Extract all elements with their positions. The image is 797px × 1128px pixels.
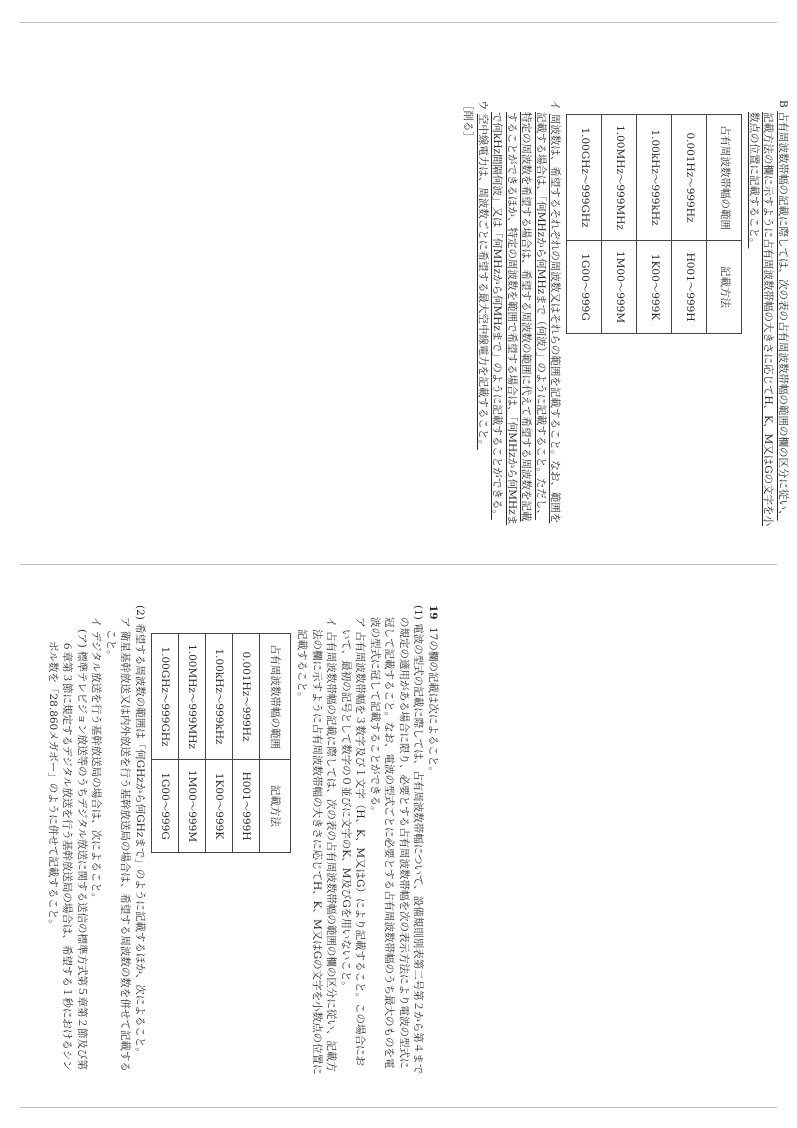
item-1-text: 電波の型式の記載に際しては、占有周波数帯幅について、設備規則別表第二号第２から第４までの規定の適用がある場合に限り、必要とする占有周波数帯幅を次の表示方法により電波の型式に冠して記載すること。なお、電波の型式ごとに必要とする占有周波数帯幅のうち最大のものを電波の型式に冠して記載することができる。 (369, 617, 425, 1075)
item-a-marker: ア (354, 617, 367, 628)
item-u-paragraph (476, 100, 491, 530)
table-cell: 1.00MHz～999MHz (179, 634, 206, 760)
bottom-rule (20, 1107, 777, 1108)
section-heading (426, 605, 441, 1075)
occupied-bandwidth-table-lower (151, 633, 291, 853)
table-cell: 0.001Hz～999Hz (672, 115, 707, 241)
item-a-text: 占有周波数帯幅を３数字及び１文字（H、K、M又はG）により記載すること。この場合において、最初の記号として数字の０並びに文字のK、M及びGを用いないこと。 (340, 629, 367, 1066)
table-cell: 1.00kHz～999kHz (206, 634, 233, 760)
item-b-marker: B (777, 100, 789, 108)
table-header-row (707, 115, 742, 334)
item-e-marker: (ア) (76, 629, 88, 648)
item-1-paragraph (368, 605, 426, 1075)
table-row (637, 115, 672, 334)
item-e-text: 標準テレビジョン放送等のうちデジタル放送に関する送信の標準方式第５章第２節及び第６章第３節に規定するデジタル放送を行う基幹放送局の場合は、希望する１秒におけるシンボル数を「28.860メガボー」のように併せて記載すること。 (47, 641, 88, 1071)
item-1-marker: (1) (412, 605, 425, 620)
table-header-method: 記載方法 (707, 241, 742, 334)
item-u-text: 空中線電力は、周波数ごとに希望する最大空中線電力を記載すること。 (477, 113, 489, 450)
item-i-marker: イ (549, 100, 562, 111)
item-d-text: デジタル放送を行う基幹放送局の場合は、次によること。 (90, 630, 103, 904)
item-2-marker: (2) (134, 605, 146, 620)
top-rule (20, 22, 777, 23)
table-cell: 1M00～999M (179, 760, 206, 853)
table-cell: 0.001Hz～999Hz (233, 634, 260, 760)
table-header-range: 占有周波数帯幅の範囲 (260, 634, 291, 760)
item-i-paragraph (490, 100, 563, 530)
item-b-paragraph (295, 605, 339, 1075)
table-header-method: 記載方法 (260, 760, 291, 853)
item-b-paragraph (747, 100, 791, 530)
item-u-marker: ウ (477, 100, 489, 111)
table-cell: 1.00GHz～999GHz (567, 115, 602, 241)
table-row (672, 115, 707, 334)
table-cell: 1K00～999K (206, 760, 233, 853)
occupied-bandwidth-table-upper (567, 114, 743, 334)
table-cell: H001～999H (672, 241, 707, 334)
item-d-marker: イ (90, 617, 103, 628)
item-a-paragraph (339, 605, 368, 1075)
item-b-marker: イ (325, 617, 338, 628)
table-header-row (260, 634, 291, 853)
table-row (152, 634, 179, 853)
section-number: 19 (427, 605, 439, 620)
table-cell: 1.00MHz～999MHz (602, 115, 637, 241)
item-c-text: 衛星基幹放送又は内外放送を行う基幹放送局の場合は、希望する周波数の数を併せて記載すること。 (105, 629, 132, 1072)
table-row (206, 634, 233, 853)
middle-rule (20, 564, 777, 565)
upper-document-panel (410, 100, 790, 530)
table-row (233, 634, 260, 853)
table-cell: 1G00～999G (152, 760, 179, 853)
item-2-text: 希望する周波数の範囲は「何GHzから何GHzまで」のように記載するほか、次によること。 (134, 623, 146, 1058)
item-i-text: 周波数は、希望するそれぞれの周波数又はそれらの範囲を記載すること。なお、範囲を記載する場合は、「何MHzから何MHzまで（何波）」のように記載すること。ただし、特定の周波数を希望する場合は、希望する周波数の範囲に代えて希望する周波数を記載することができるほか、特定の周波数を範囲で希望する場合は、「何MHzから何MHzまで何kHz間隔何波」又は「何MHzから何MHzまで」のように記載することができる。 (491, 112, 562, 526)
item-c-marker: ア (119, 617, 132, 628)
item-e-paragraph (46, 605, 90, 1075)
item-b-text: 占有周波数帯幅の記載に際しては、次の表の占有周波数帯幅の範囲の欄の区分に従い、記載方法の欄に示すように占有周波数帯幅の大きさに応じてH、K、M又はGの文字を小数点の位置に記載すること。 (296, 629, 338, 1075)
table-row (567, 115, 602, 334)
table-cell: 1.00GHz～999GHz (152, 634, 179, 760)
deleted-note: ［削る］ (462, 100, 475, 142)
item-b-text: 占有周波数帯幅の記載に際しては、次の表の占有周波数帯幅の範囲の欄の区分に従い、記載方法の欄に示すように占有周波数帯幅の大きさに応じてH、K、M又はGの文字を小数点の位置に記載すること。 (748, 111, 789, 527)
section-heading-text: 17の欄の記載は次によること。 (427, 626, 439, 777)
table-cell: 1.00kHz～999kHz (637, 115, 672, 241)
table-row (179, 634, 206, 853)
item-c-paragraph (104, 605, 133, 1075)
table-cell: 1G00～999G (567, 241, 602, 334)
item-d-paragraph (89, 605, 104, 1075)
table-cell: H001～999H (233, 760, 260, 853)
table-cell: 1M00～999M (602, 241, 637, 334)
item-2-paragraph (133, 605, 148, 1075)
table-cell: 1K00～999K (637, 241, 672, 334)
table-row (602, 115, 637, 334)
table-header-range: 占有周波数帯幅の範囲 (707, 115, 742, 241)
lower-document-panel (20, 605, 440, 1075)
